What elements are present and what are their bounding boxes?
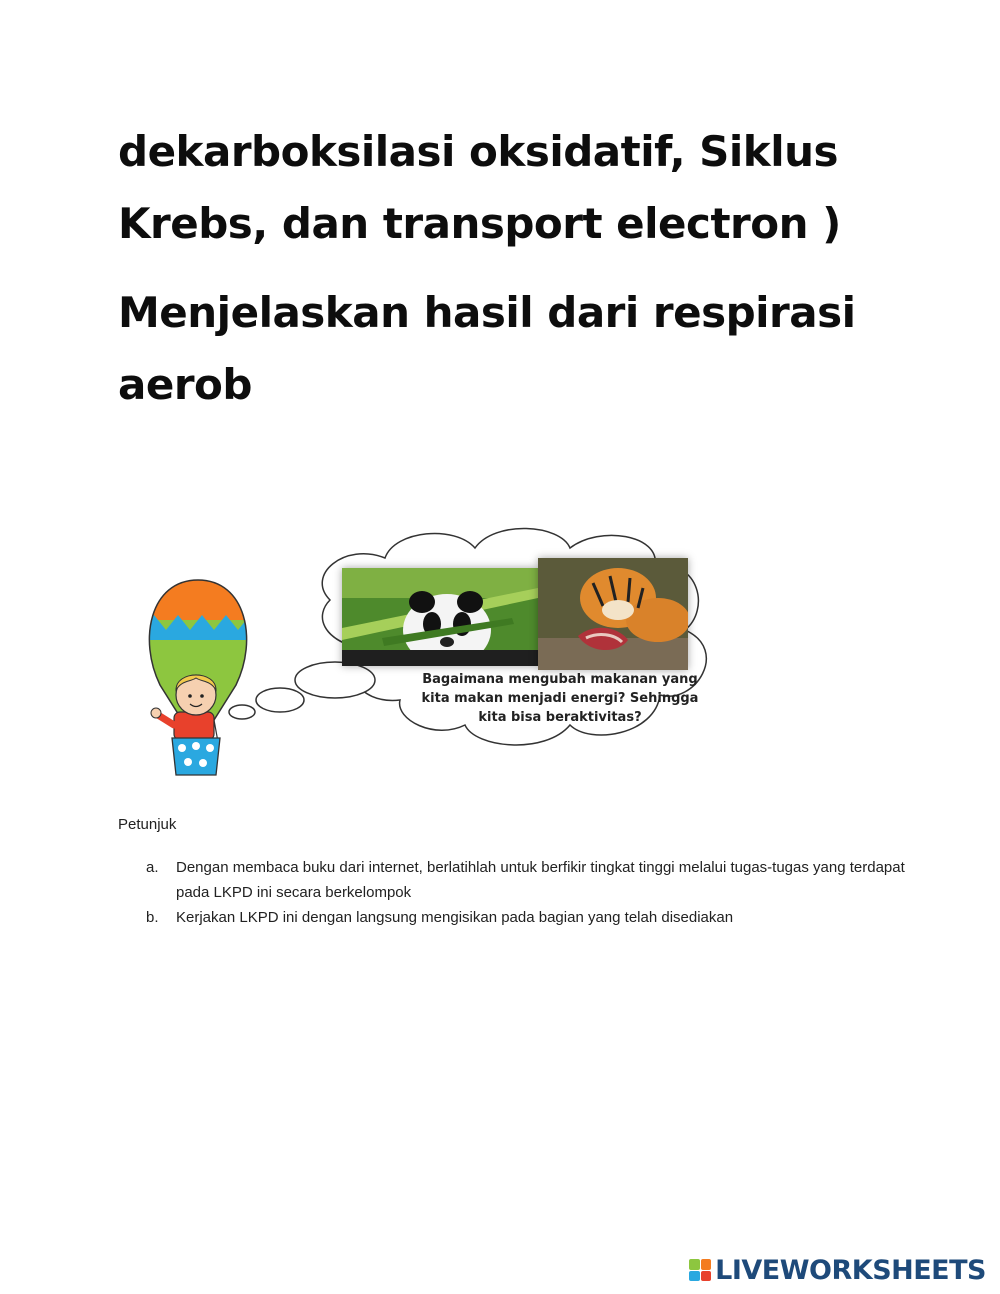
instruction-text: Kerjakan LKPD ini dengan langsung mengisikan pada bagian yang telah disediakan [176,909,734,926]
heading-krebs-transport: dekarboksilasi oksidatif, Siklus Krebs, dan transport electron ) [118,127,841,248]
illustration [130,520,800,790]
tiger-photo [538,558,688,670]
heading-aerobic-result: Menjelaskan hasil dari respirasi aerob [118,288,856,409]
instructions-title: Petunjuk [118,816,177,833]
liveworksheets-logo[interactable] [689,1256,986,1284]
basket-icon [172,738,220,775]
instructions-list [146,855,906,930]
brand-name: LIVEWORKSHEETS [715,1254,986,1286]
instruction-text: Dengan membaca buku dari internet, berlatihlah untuk berfikir tingkat tinggi melalui tugas-tugas yang terdapat pada LKPD ini secara berkelompok [176,859,905,901]
list-item [146,905,906,930]
panda-photo [342,568,538,666]
liveworksheets-icon [689,1259,711,1281]
cloud-caption: Bagaimana mengubah makanan yang kita makan menjadi energi? Sehingga kita bisa beraktivitas? [421,672,699,725]
list-marker: b. [146,909,159,926]
list-marker: a. [146,859,159,876]
list-item [146,855,906,905]
